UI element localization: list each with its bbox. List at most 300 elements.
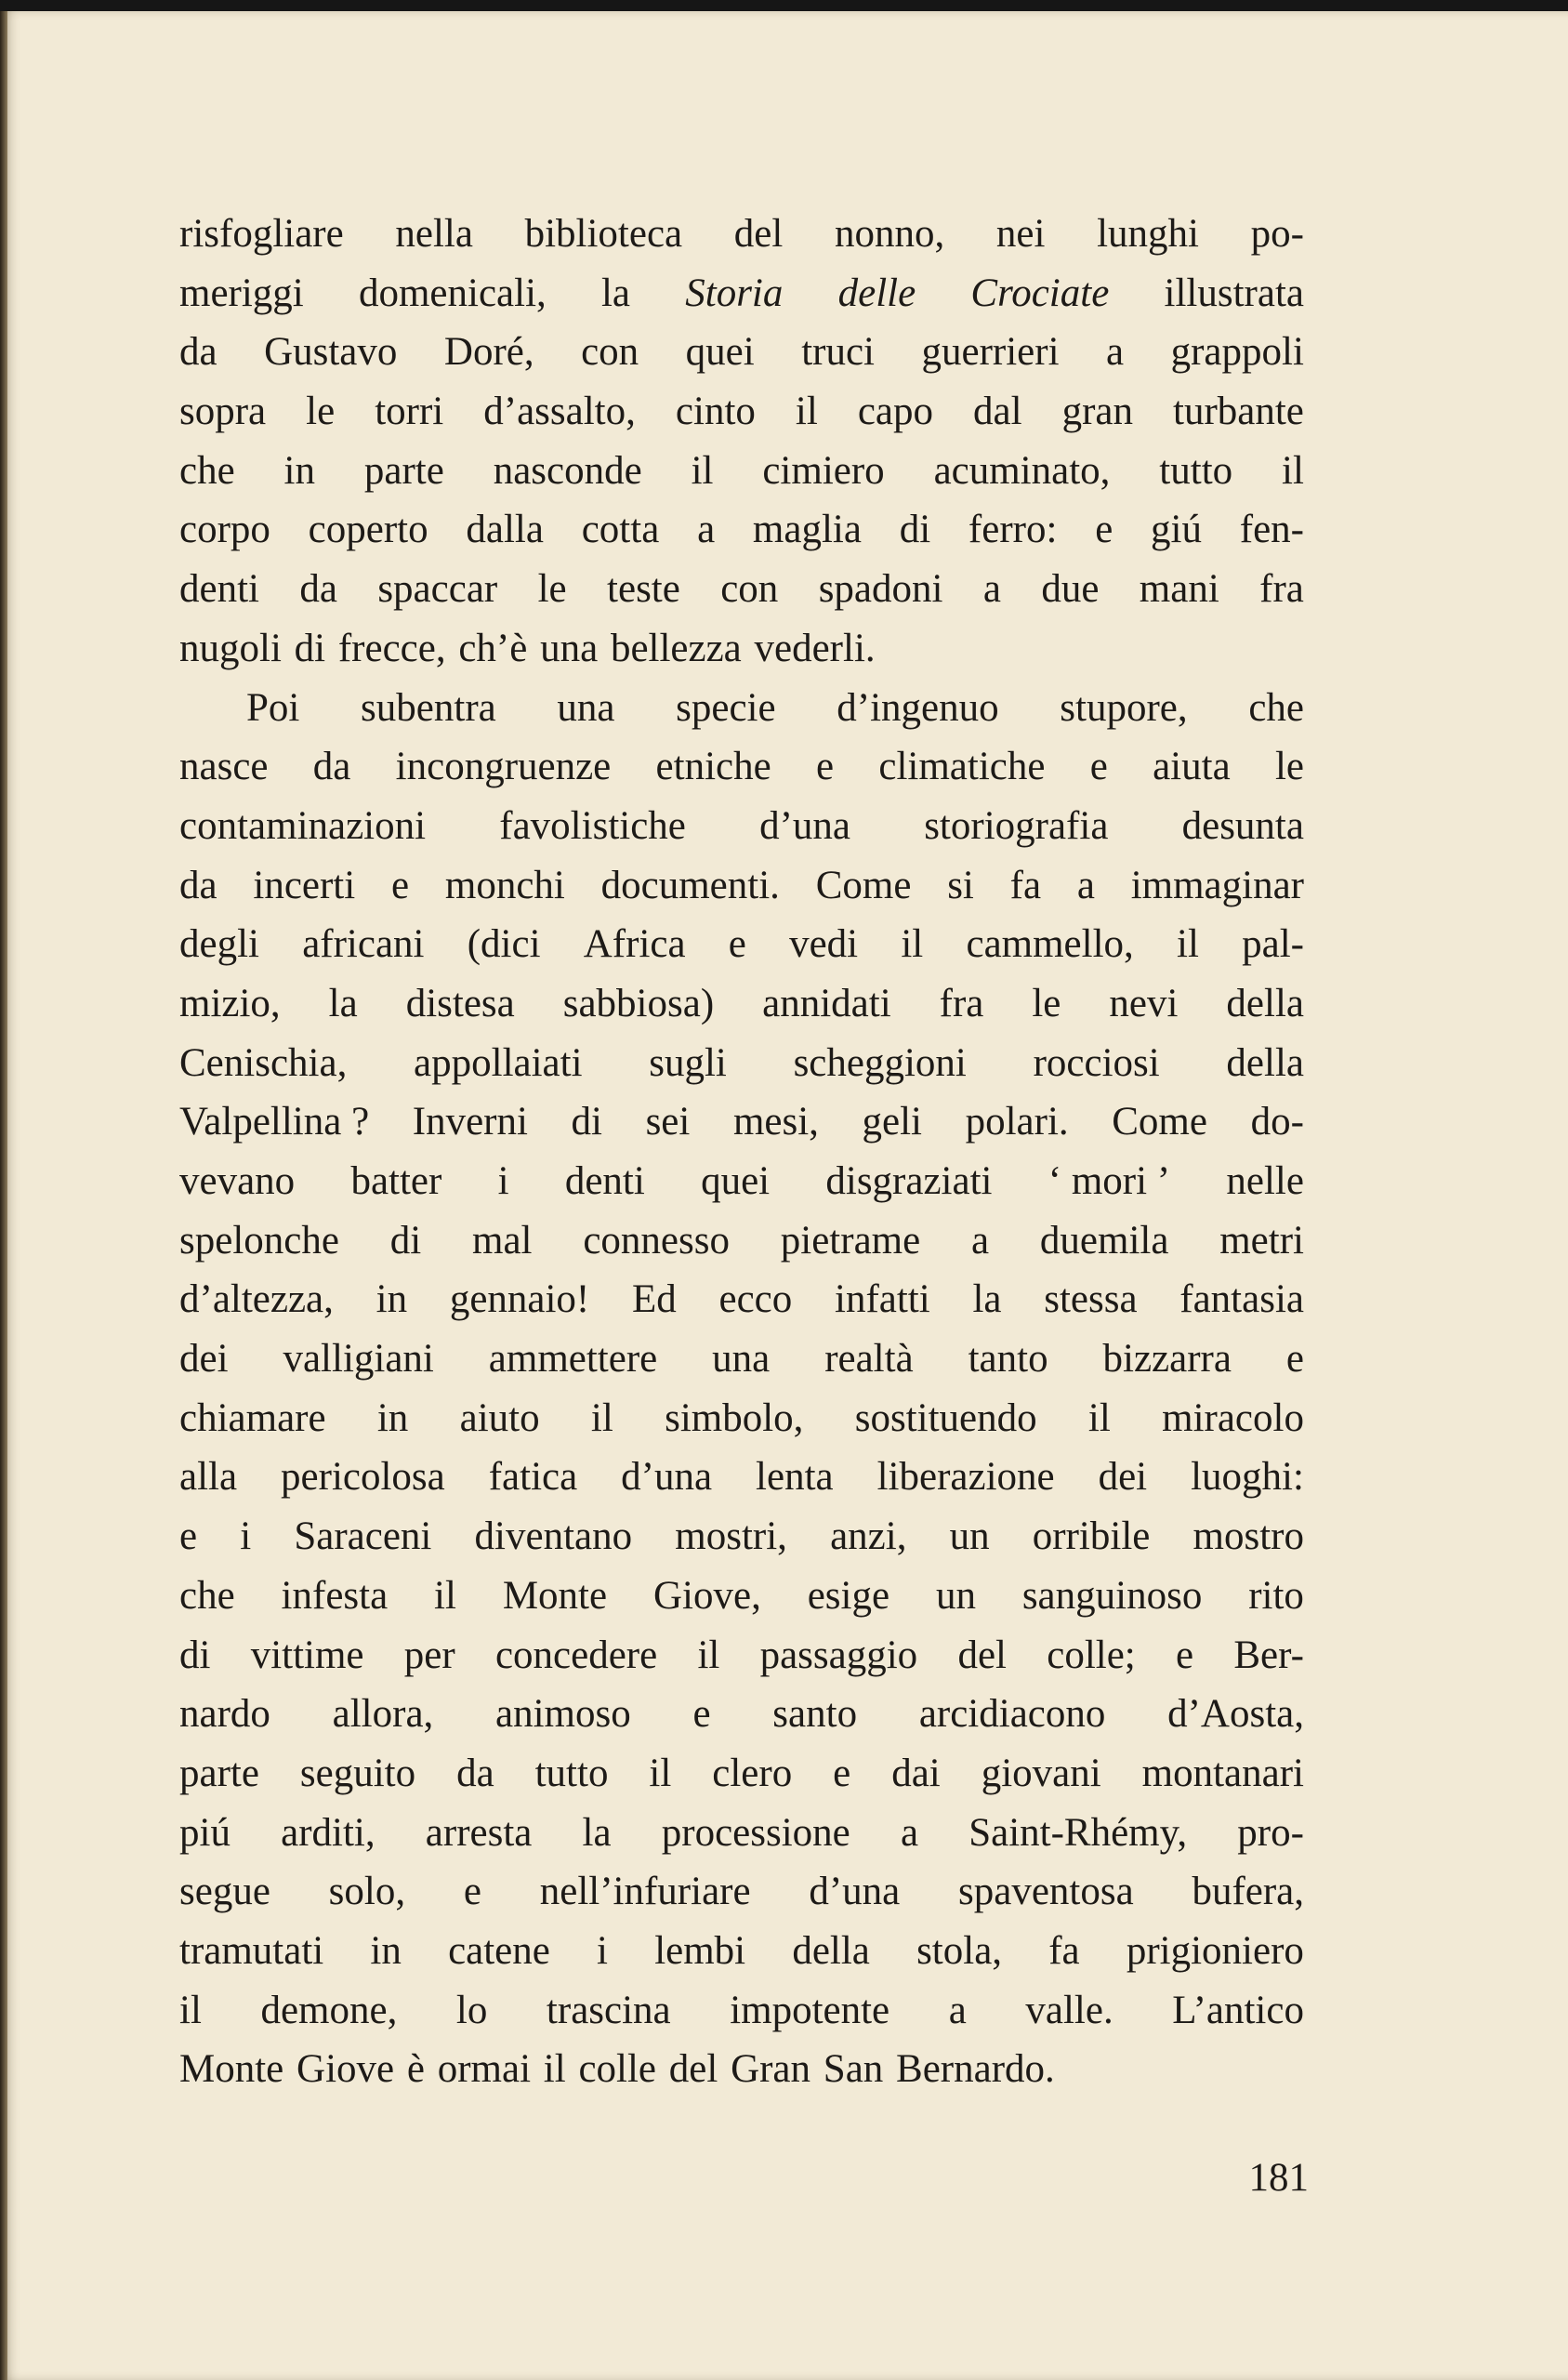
word: fa — [1048, 1928, 1080, 1973]
word: gran — [1061, 390, 1133, 434]
word: segue — [179, 1870, 270, 1914]
word: Giove, — [652, 1573, 761, 1618]
text-line — [179, 264, 1304, 324]
word: la — [328, 981, 358, 1025]
word: maglia — [752, 508, 862, 552]
word: Valpellina ? — [179, 1100, 370, 1144]
word: sugli — [649, 1040, 727, 1085]
word: una — [712, 1337, 771, 1382]
word: po- — [1250, 212, 1304, 256]
word: sabbiosa) — [562, 981, 715, 1025]
word: aiuta — [1153, 745, 1231, 789]
word: gennaio! — [449, 1277, 590, 1322]
text-line — [179, 619, 1304, 679]
word: di — [179, 1633, 211, 1677]
word: si — [947, 863, 974, 907]
word: cotta — [581, 508, 660, 552]
word: nelle — [1226, 1159, 1304, 1203]
word: che — [179, 448, 235, 493]
italic-word: Storia — [685, 271, 784, 315]
word: a — [697, 508, 716, 552]
word: luoghi: — [1191, 1455, 1304, 1500]
word: il — [901, 922, 924, 967]
word: rito — [1248, 1573, 1304, 1618]
word: e — [692, 1692, 711, 1737]
word: e — [815, 745, 835, 789]
word: un — [949, 1514, 990, 1559]
word: desunta — [1181, 803, 1304, 848]
word: fa — [1009, 863, 1042, 907]
word: bizzarra — [1102, 1337, 1232, 1382]
word: ammettere — [488, 1337, 658, 1382]
word: colle — [578, 2047, 657, 2092]
word: d’una — [809, 1870, 901, 1914]
word: (dici — [467, 922, 541, 967]
word: arcidiacono — [918, 1692, 1106, 1737]
word: e — [179, 1514, 198, 1559]
word: i — [240, 1514, 252, 1559]
word: sopra — [179, 390, 267, 434]
word: da — [179, 863, 217, 907]
word: d’una — [759, 803, 850, 848]
word: i — [497, 1159, 509, 1203]
word: con — [720, 567, 779, 612]
word: che — [179, 1573, 235, 1618]
word: mizio, — [179, 981, 281, 1025]
word: il — [590, 1395, 613, 1440]
text-line — [179, 1626, 1304, 1686]
word: sostituendo — [854, 1395, 1037, 1440]
text-line — [179, 797, 1304, 856]
word: degli — [179, 922, 259, 967]
word: alla — [179, 1455, 238, 1500]
word: nell’infuriare — [539, 1870, 751, 1914]
word: guerrieri — [921, 330, 1060, 375]
word: quei — [685, 330, 755, 375]
text-line — [179, 1685, 1304, 1744]
text-line — [179, 1922, 1304, 1981]
word: chiamare — [179, 1395, 326, 1440]
word: in — [283, 448, 315, 493]
word: dei — [1098, 1455, 1148, 1500]
word: domenicali, — [358, 271, 547, 315]
word: Gran — [731, 2047, 811, 2092]
word: etniche — [655, 745, 771, 789]
word: turbante — [1173, 390, 1304, 434]
word: le — [306, 390, 336, 434]
word: lenta — [756, 1455, 834, 1500]
word: africani — [302, 922, 425, 967]
word: animoso — [495, 1692, 631, 1737]
word: mani — [1139, 567, 1219, 612]
word: il — [179, 1988, 202, 2032]
word: risfogliare — [179, 212, 344, 256]
word: favolistiche — [499, 803, 686, 848]
word: Giove — [296, 2047, 395, 2092]
word: specie — [676, 685, 776, 730]
word: spaventosa — [958, 1870, 1134, 1914]
word: i — [597, 1928, 608, 1973]
word: il — [697, 1633, 720, 1677]
word: le — [537, 567, 567, 612]
word: con — [581, 330, 639, 375]
word: capo — [857, 390, 933, 434]
word: pericolosa — [281, 1455, 445, 1500]
word: giú — [1151, 508, 1202, 552]
word: di — [899, 508, 931, 552]
word: montanari — [1141, 1751, 1304, 1795]
word: denti — [179, 567, 259, 612]
word: esige — [807, 1573, 890, 1618]
text-line — [179, 1507, 1304, 1567]
word: lembi — [654, 1928, 746, 1973]
word: documenti. — [600, 863, 780, 907]
word: illustrata — [1164, 271, 1304, 315]
word: due — [1041, 567, 1100, 612]
word: d’altezza, — [179, 1277, 334, 1322]
word: Ed — [631, 1277, 677, 1322]
word: Monte — [179, 2047, 284, 2092]
word: pal- — [1242, 922, 1304, 967]
word: e — [728, 922, 746, 967]
word: in — [376, 1395, 409, 1440]
word: stessa — [1044, 1277, 1138, 1322]
word: dal — [973, 390, 1022, 434]
word: Come — [1112, 1100, 1207, 1144]
word: fantasia — [1179, 1277, 1304, 1322]
word: San — [823, 2047, 884, 2092]
word: vevano — [179, 1159, 296, 1203]
text-line — [179, 1744, 1304, 1804]
word: il — [649, 1751, 672, 1795]
word: vederli. — [754, 626, 876, 670]
word: stola, — [916, 1928, 1003, 1973]
word: rocciosi — [1033, 1040, 1160, 1085]
word: cimiero — [762, 448, 885, 493]
word: nevi — [1109, 981, 1179, 1025]
word: incerti — [253, 863, 356, 907]
scan-border — [0, 0, 1568, 11]
word: distesa — [405, 981, 515, 1025]
word: contaminazioni — [179, 803, 427, 848]
word: coperto — [308, 508, 428, 552]
word: piú — [179, 1810, 231, 1855]
word: Gustavo — [264, 330, 398, 375]
word: di — [294, 626, 326, 670]
word: il — [1177, 922, 1199, 967]
word: d’Aosta, — [1167, 1692, 1304, 1737]
word: sei — [645, 1100, 691, 1144]
word: quei — [701, 1159, 771, 1203]
word: mostri, — [675, 1514, 787, 1559]
word: d’una — [621, 1455, 713, 1500]
word: giovani — [981, 1751, 1101, 1795]
word: denti — [564, 1159, 645, 1203]
word: torri — [375, 390, 444, 434]
page-number: 181 — [1248, 2156, 1309, 2200]
word: dai — [891, 1751, 941, 1795]
word: nasconde — [493, 448, 642, 493]
word: della — [1226, 981, 1304, 1025]
word: tanto — [968, 1337, 1048, 1382]
word: fra — [939, 981, 984, 1025]
word: per — [403, 1633, 455, 1677]
word: la — [972, 1277, 1002, 1322]
word: fen- — [1239, 508, 1304, 552]
word: grappoli — [1170, 330, 1304, 375]
text-line — [179, 1389, 1304, 1448]
word: catene — [448, 1928, 550, 1973]
text-line — [179, 442, 1304, 501]
word: incongruenze — [395, 745, 612, 789]
word: il — [434, 1573, 456, 1618]
text-line — [179, 1152, 1304, 1211]
word: clero — [712, 1751, 793, 1795]
word: scheggioni — [793, 1040, 967, 1085]
text-line — [179, 205, 1304, 264]
word: lunghi — [1097, 212, 1200, 256]
word: seguito — [299, 1751, 416, 1795]
word: e — [1176, 1633, 1194, 1677]
word: Saint-Rhémy, — [968, 1810, 1188, 1855]
word: della — [1226, 1040, 1304, 1085]
word: Saraceni — [294, 1514, 432, 1559]
word: stupore, — [1060, 685, 1188, 730]
text-line — [179, 323, 1304, 382]
word: Inverni — [412, 1100, 528, 1144]
text-line — [179, 1092, 1304, 1152]
word: tramutati — [179, 1928, 324, 1973]
word: realtà — [824, 1337, 914, 1382]
word: tutto — [1159, 448, 1233, 493]
word: le — [1032, 981, 1061, 1025]
word: fatica — [488, 1455, 578, 1500]
word: immaginar — [1130, 863, 1304, 907]
word: infatti — [835, 1277, 930, 1322]
word: valligiani — [283, 1337, 434, 1382]
word: da — [312, 745, 351, 789]
text-line — [179, 915, 1304, 974]
word: la — [600, 271, 631, 315]
word: nugoli — [179, 626, 282, 670]
text-line — [179, 2040, 1304, 2099]
word: della — [792, 1928, 870, 1973]
word: ormai — [437, 2047, 532, 2092]
word: a — [971, 1218, 990, 1263]
word: e — [1095, 508, 1113, 552]
word: ch’è — [458, 626, 528, 670]
word: corpo — [179, 508, 270, 552]
word: biblioteca — [524, 212, 683, 256]
word: vedi — [789, 922, 859, 967]
word: e — [463, 1870, 481, 1914]
word: nasce — [179, 745, 269, 789]
word: il — [691, 448, 714, 493]
word: un — [935, 1573, 976, 1618]
word: da — [456, 1751, 494, 1795]
word: orribile — [1032, 1514, 1151, 1559]
word: una — [557, 685, 615, 730]
word: valle. — [1025, 1988, 1113, 2032]
word: tutto — [534, 1751, 609, 1795]
word: meriggi — [179, 271, 304, 315]
word: lo — [455, 1988, 488, 2032]
word: mostro — [1192, 1514, 1304, 1559]
word: ferro: — [968, 508, 1058, 552]
word: prigioniero — [1126, 1928, 1304, 1973]
word: è — [406, 2047, 425, 2092]
word: frecce, — [337, 626, 446, 670]
word: nonno, — [835, 212, 945, 256]
word: Poi — [246, 685, 300, 730]
word: a — [900, 1810, 919, 1855]
word: in — [376, 1277, 408, 1322]
text-line — [179, 1329, 1304, 1389]
text-line — [179, 1211, 1304, 1271]
word: passaggio — [759, 1633, 918, 1677]
word: pro- — [1237, 1810, 1304, 1855]
word: fra — [1259, 567, 1304, 612]
text-line — [179, 1567, 1304, 1626]
text-line — [179, 500, 1304, 560]
text-line — [179, 382, 1304, 442]
text-line — [179, 1034, 1304, 1093]
word: cammello, — [966, 922, 1134, 967]
word: il — [543, 2047, 566, 2092]
word: vittime — [250, 1633, 364, 1677]
italic-word: Crociate — [970, 271, 1110, 315]
word: metri — [1219, 1218, 1304, 1263]
word: batter — [350, 1159, 442, 1203]
word: duemila — [1039, 1218, 1169, 1263]
word: processione — [661, 1810, 850, 1855]
word: una — [540, 626, 599, 670]
text-line — [179, 1448, 1304, 1507]
text-line — [179, 1270, 1304, 1329]
word: ‘ mori ’ — [1048, 1159, 1171, 1203]
word: impotente — [730, 1988, 890, 2032]
word: L’antico — [1172, 1988, 1304, 2032]
word: arresta — [425, 1810, 533, 1855]
word: annidati — [762, 981, 891, 1025]
text-line — [179, 1981, 1304, 2041]
word: bellezza — [610, 626, 742, 670]
word: do- — [1250, 1100, 1304, 1144]
word: storiografia — [924, 803, 1109, 848]
word: monchi — [444, 863, 565, 907]
word: parte — [179, 1751, 259, 1795]
word: aiuto — [459, 1395, 540, 1440]
word: miracolo — [1162, 1395, 1304, 1440]
word: truci — [801, 330, 876, 375]
word: il — [1282, 448, 1304, 493]
word: Come — [815, 863, 912, 907]
word: demone, — [260, 1988, 398, 2032]
word: subentra — [361, 685, 496, 730]
word: climatiche — [878, 745, 1046, 789]
word: Bernardo. — [896, 2047, 1055, 2092]
paragraph — [179, 679, 1304, 2100]
word: infesta — [281, 1573, 389, 1618]
word: teste — [607, 567, 680, 612]
word: parte — [363, 448, 444, 493]
text-line — [179, 560, 1304, 619]
text-line — [179, 856, 1304, 916]
word: spaccar — [377, 567, 498, 612]
word: pietrame — [780, 1218, 921, 1263]
word: di — [571, 1100, 602, 1144]
word: sanguinoso — [1021, 1573, 1203, 1618]
word: le — [1274, 745, 1304, 789]
word: nella — [395, 212, 473, 256]
word: connesso — [583, 1218, 730, 1263]
word: e — [833, 1751, 851, 1795]
word: solo, — [328, 1870, 406, 1914]
word: a — [1106, 330, 1125, 375]
word: colle; — [1047, 1633, 1136, 1677]
word: appollaiati — [414, 1040, 583, 1085]
word: disgraziati — [825, 1159, 993, 1203]
text-line — [179, 679, 1304, 738]
page-spine-edge — [0, 11, 7, 2380]
word: spelonche — [179, 1218, 339, 1263]
word: di — [389, 1218, 422, 1263]
word: mesi, — [732, 1100, 819, 1144]
word: anzi, — [830, 1514, 907, 1559]
word: geli — [862, 1100, 922, 1144]
word: Africa — [583, 922, 686, 967]
word: il — [795, 390, 818, 434]
word: del — [733, 212, 784, 256]
word: allora, — [332, 1692, 434, 1737]
text-line — [179, 1862, 1304, 1922]
word: d’assalto, — [483, 390, 636, 434]
word: polari. — [965, 1100, 1069, 1144]
word: nardo — [179, 1692, 270, 1737]
word: dei — [179, 1337, 229, 1382]
word: liberazione — [876, 1455, 1055, 1500]
body-text — [179, 205, 1304, 2099]
word: diventano — [474, 1514, 633, 1559]
text-line — [179, 974, 1304, 1034]
word: mal — [472, 1218, 533, 1263]
word: cinto — [675, 390, 756, 434]
word: ecco — [718, 1277, 793, 1322]
word: che — [1248, 685, 1304, 730]
italic-word: delle — [837, 271, 916, 315]
word: Ber- — [1233, 1633, 1304, 1677]
word: trascina — [546, 1988, 671, 2032]
word: e — [1089, 745, 1108, 789]
word: nei — [995, 212, 1046, 256]
word: arditi, — [281, 1810, 376, 1855]
word: d’ingenuo — [837, 685, 999, 730]
word: la — [582, 1810, 612, 1855]
word: a — [982, 567, 1001, 612]
word: il — [1087, 1395, 1111, 1440]
word: da — [179, 330, 217, 375]
text-line — [179, 1804, 1304, 1863]
word: acuminato, — [933, 448, 1111, 493]
word: e — [391, 863, 410, 907]
word: a — [1076, 863, 1095, 907]
word: da — [299, 567, 337, 612]
word: concedere — [494, 1633, 658, 1677]
word: del — [957, 1633, 1007, 1677]
word: del — [668, 2047, 718, 2092]
word: simbolo, — [665, 1395, 804, 1440]
word: e — [1285, 1337, 1304, 1382]
